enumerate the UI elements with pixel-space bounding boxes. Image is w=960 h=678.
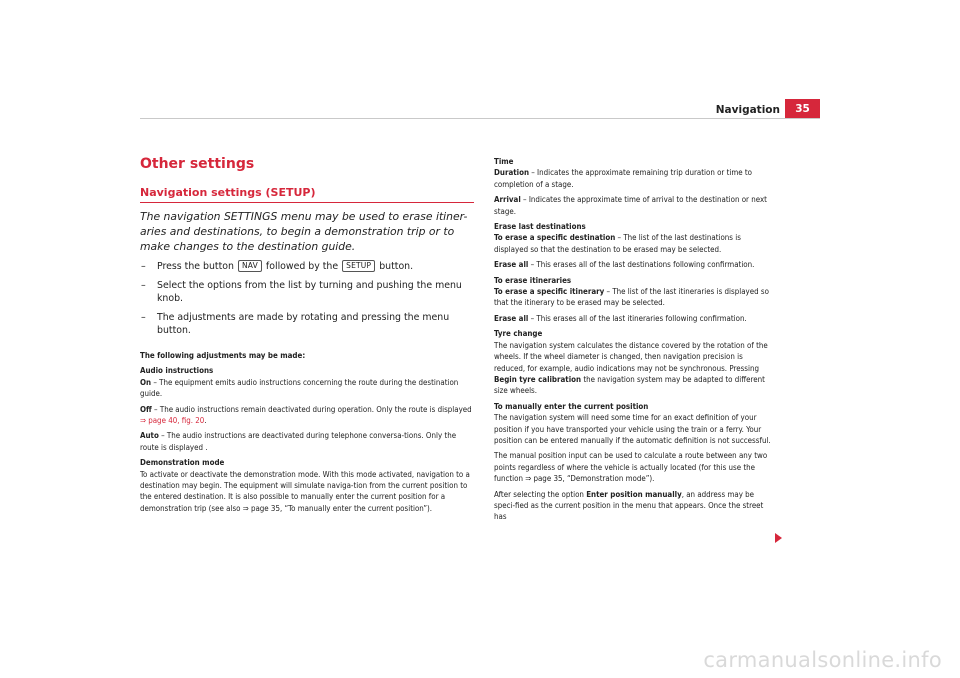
option-label: Erase all [494,260,529,270]
intro-text: The navigation SETTINGS menu may be used to erase itiner-aries and destinations, to begin a demonstration trip or to make changes to the destination guide. [140,210,468,253]
step-1 [140,260,474,273]
tyre-change-heading: Tyre change [494,329,543,339]
header-rule [140,118,820,119]
manual-position-text-1: The navigation system will need some time for an exact definition of your position if you have transported your vehicle using the train or a ferry. Your position can be entered manually if the automatic definition is not successful. [494,413,771,445]
option-label: To erase a specific destination [494,233,616,243]
tyre-change-text [494,340,776,397]
watermark: carmanualsonline.info [703,648,942,672]
option-text: – This erases all of the last destinations following confirmation. [528,260,755,270]
option-label: Arrival [494,195,521,205]
paragraph-text: The navigation system calculates the distance covered by the rotation of the wheels. If the wheel diameter is changed, then navigation precision is reduced, for example, audio indications may not be synchronous. Pressing [494,340,768,373]
option-text: – The list of the last itineraries is displayed so that the itinerary to be erased may be selected. [494,287,769,308]
subsection-rule [140,202,474,203]
section-title: Other settings [140,156,255,172]
option-text: – Indicates the approximate remaining trip duration or time to completion of a stage. [494,168,753,189]
step-text: followed by the [265,261,339,272]
option-text: – The audio instructions remain deactivated during operation. Only the route is displayed [151,404,472,414]
nav-key: NAV [238,260,262,272]
step-text: The adjustments are made by rotating and pressing the menu button. [157,312,450,336]
paragraph-text: the navigation system may be adapted to different size wheels. [494,374,765,396]
audio-instructions-heading: Audio instructions [140,366,214,376]
manual-position-text-3 [494,489,776,523]
running-header-title: Navigation [715,104,780,116]
step-2 [140,279,474,305]
option-erase-all-itineraries [494,313,776,324]
option-auto [140,430,474,453]
option-on [140,377,474,400]
option-off [140,404,474,427]
erase-itineraries-heading: To erase itineraries [494,275,572,285]
step-text: Select the options from the list by turning and pushing the menu knob. [157,280,462,304]
step-dash: – [141,312,146,323]
step-3 [140,311,474,337]
right-column [494,156,776,527]
option-label: Auto [140,431,159,441]
left-column [140,156,474,518]
option-text: – This erases all of the last itineraries following confirmation. [528,313,747,323]
time-heading: Time [494,157,514,166]
option-text: – The equipment emits audio instructions concerning the route during the destination guide. [140,377,459,399]
option-text: . [204,416,207,426]
begin-tyre-calibration-option: Begin tyre calibration [494,374,582,384]
continue-arrow-icon [775,533,782,543]
erase-destinations-heading: Erase last destinations [494,222,586,232]
option-arrival [494,194,776,217]
page-reference-link[interactable]: ⇒ page 40, fig. 20 [140,416,205,426]
setup-key: SETUP [342,260,375,272]
option-duration [494,167,776,190]
demonstration-mode-heading: Demonstration mode [140,458,225,468]
manual-position-heading: To manually enter the current position [494,401,649,411]
step-text: Press the button [157,261,234,272]
option-erase-all-destinations [494,259,776,270]
option-label: Off [140,404,152,414]
demonstration-mode-text: To activate or deactivate the demonstration mode. With this mode activated, navigation to a destination may begin. The equipment will simulate naviga-tion from the current position to the entered destination. It is also possible to manually enter the current position for a demonstration trip (see also ⇒ page 35, “To manually enter the current position”). [140,469,470,513]
step-dash: – [141,280,146,291]
option-text: – Indicates the approximate time of arrival to the destination or next stage. [494,195,767,216]
option-text: – The list of the last destinations is displayed so that the destination to be erased may be selected. [494,233,741,254]
subsection-title: Navigation settings (SETUP) [140,186,316,199]
adjustments-heading: The following adjustments may be made: [140,351,306,360]
option-text: – The audio instructions are deactivated during telephone conversa-tions. Only the route is displayed . [140,431,457,452]
option-label: To erase a specific itinerary [494,287,605,297]
enter-position-manually-option: Enter position manually [586,489,682,499]
option-label: On [140,377,152,387]
option-erase-specific-itinerary [494,286,776,309]
option-erase-specific-destination [494,232,776,255]
manual-position-text-2: The manual position input can be used to calculate a route between any two points regardless of where the vehicle is actually located (for this use the function ⇒ page 35, “Demonstration mode”). [494,451,768,484]
option-label: Erase all [494,313,529,323]
page-number: 35 [785,99,820,119]
option-label: Duration [494,168,529,178]
paragraph-text: After selecting the option [494,489,587,499]
step-dash: – [141,261,146,272]
step-text: button. [379,261,414,272]
paragraph-text: , an address may be speci-fied as the current position in the menu that appears. Once the street has [494,489,764,522]
